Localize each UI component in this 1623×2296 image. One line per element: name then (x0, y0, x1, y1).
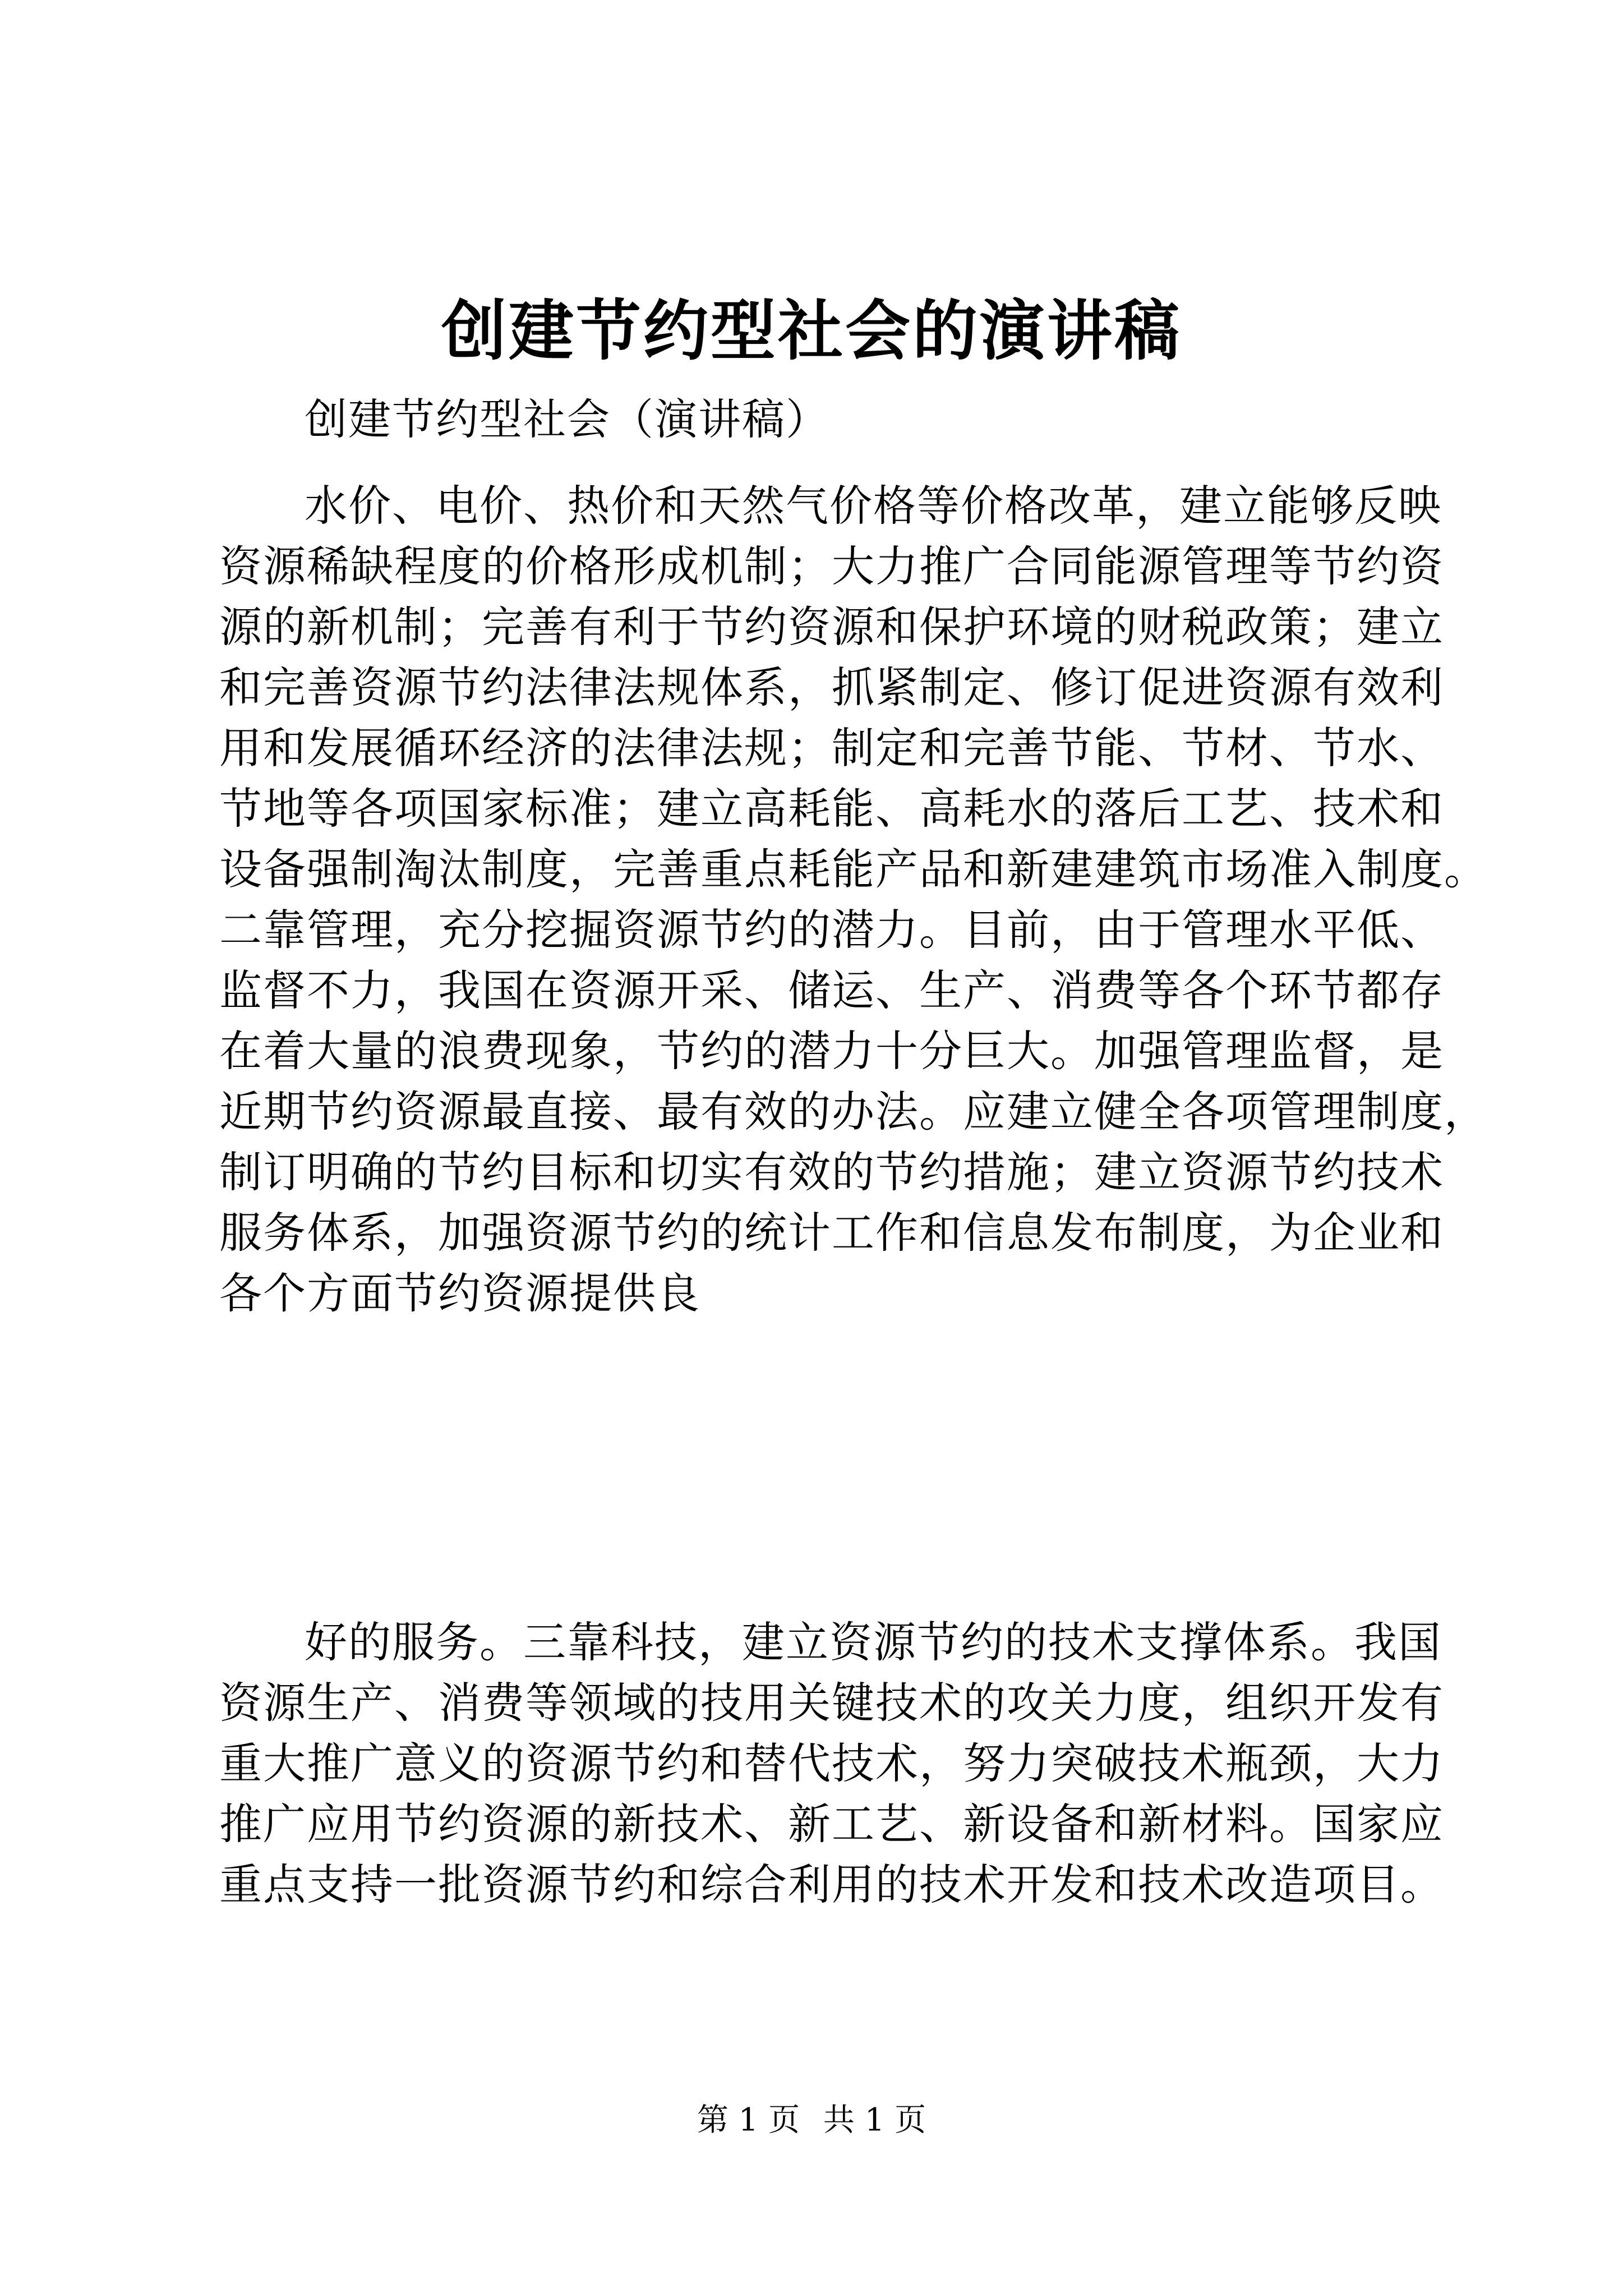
paragraph-line: 监督不力，我国在资源开采、储运、生产、消费等各个环节都存 (219, 965, 1444, 1015)
paragraph-1 (219, 476, 1488, 1324)
paragraph-line: 水价、电价、热价和天然气价格等价格改革，建立能够反映 (305, 481, 1442, 531)
paragraph-line: 在着大量的浪费现象，节约的潜力十分巨大。加强管理监督，是 (219, 1026, 1444, 1076)
paragraph-line: 二靠管理，充分挖掘资源节约的潜力。目前，由于管理水平低、 (219, 905, 1444, 955)
paragraph-line: 制订明确的节约目标和切实有效的节约措施；建立资源节约技术 (219, 1147, 1444, 1197)
paragraph-2 (219, 1612, 1444, 1915)
page-total: 共 1 页 (823, 2102, 926, 2138)
paragraph-line: 重大推广意义的资源节约和替代技术，努力突破技术瓶颈，大力 (219, 1738, 1444, 1788)
page-title: 创建节约型社会的演讲稿 (441, 293, 1182, 369)
paragraph-line: 重点支持一批资源节约和综合利用的技术开发和技术改造项目。 (219, 1860, 1444, 1910)
paragraph-line: 各个方面节约资源提供良 (219, 1268, 700, 1318)
paragraph-line: 和完善资源节约法律法规体系，抓紧制定、修订促进资源有效利 (219, 662, 1444, 712)
page-footer (0, 2098, 1623, 2143)
paragraph-line: 资源生产、消费等领域的技用关键技术的攻关力度，组织开发有 (219, 1678, 1444, 1728)
paragraph-line: 资源稀缺程度的价格形成机制；大力推广合同能源管理等节约资 (219, 541, 1444, 591)
paragraph-line: 服务体系，加强资源节约的统计工作和信息发布制度，为企业和 (219, 1208, 1444, 1258)
page-number: 第 1 页 (697, 2102, 800, 2138)
paragraph-line: 用和发展循环经济的法律法规；制定和完善节能、节材、节水、 (219, 723, 1444, 773)
paragraph-line: 好的服务。三靠科技，建立资源节约的技术支撑体系。我国 (305, 1617, 1442, 1667)
paragraph-line: 源的新机制；完善有利于节约资源和保护环境的财税政策；建立 (219, 602, 1444, 652)
paragraph-line: 节地等各项国家标准；建立高耗能、高耗水的落后工艺、技术和 (219, 784, 1444, 834)
paragraph-line: 推广应用节约资源的新技术、新工艺、新设备和新材料。国家应 (219, 1799, 1444, 1849)
document-subtitle: 创建节约型社会（演讲稿） (305, 394, 829, 444)
paragraph-line: 近期节约资源最直接、最有效的办法。应建立健全各项管理制度， (219, 1087, 1488, 1137)
paragraph-line: 设备强制淘汰制度，完善重点耗能产品和新建建筑市场准入制度。 (219, 844, 1488, 894)
